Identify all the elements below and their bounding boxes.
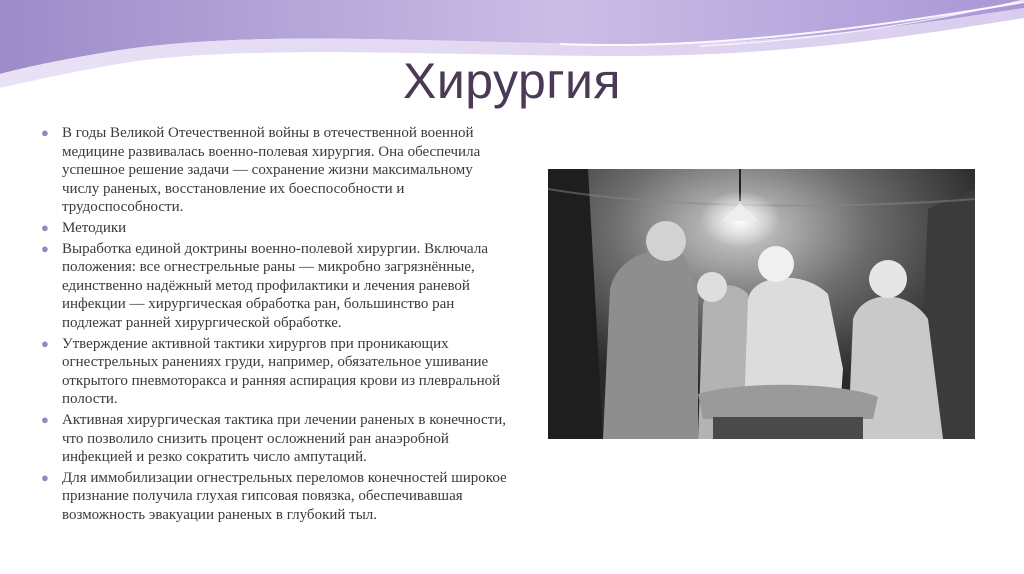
bullet-list — [40, 124, 510, 526]
bullet-icon: ● — [41, 219, 49, 235]
bullet-text: Выработка единой доктрины военно-полевой хирургии. Включала положения: все огнестрельные раны — микробно загрязнённые, единственно надёжный метод профилактики и лечения раневой инфекции — хирургическая обработка ран, большинство ран подлежат ранней хирургической обработке. — [62, 240, 488, 331]
bullet-icon: ● — [41, 240, 49, 256]
bullet-text: Утверждение активной тактики хирургов при проникающих огнестрельных ранениях груди, например, обязательное ушивание открытого пневмоторакса и ранняя аспирация крови из плевральной полости. — [62, 335, 501, 408]
surgery-photo — [548, 169, 975, 439]
list-item — [40, 124, 510, 217]
bullet-icon: ● — [41, 125, 49, 140]
bullet-icon: ● — [41, 335, 49, 351]
bullet-text: В годы Великой Отечественной войны в отечественной военной медицине развивалась военно-полевая хирургия. Она обеспечила успешное решение задачи — сохранение жизни максимальному числу раненых, восстановление их боеспособности и трудоспособности. — [62, 125, 481, 216]
list-item — [40, 411, 510, 467]
list-item — [40, 335, 510, 409]
list-item — [40, 469, 510, 525]
bullet-text: Для иммобилизации огнестрельных переломов конечностей широкое признание получила глухая гипсовая повязка, обеспечивавшая возможность эвакуации раненых в глубокий тыл. — [62, 469, 507, 523]
bullet-icon: ● — [41, 469, 49, 485]
bullet-icon: ● — [41, 411, 49, 427]
list-item — [40, 219, 510, 238]
list-item — [40, 240, 510, 333]
bullet-text: Методики — [62, 219, 127, 236]
bullet-text: Активная хирургическая тактика при лечении раненых в конечности, что позволило снизить процент осложнений ран анаэробной инфекцией и резко сократить число ампутаций. — [62, 411, 506, 466]
slide-title: Хирургия — [402, 53, 621, 109]
